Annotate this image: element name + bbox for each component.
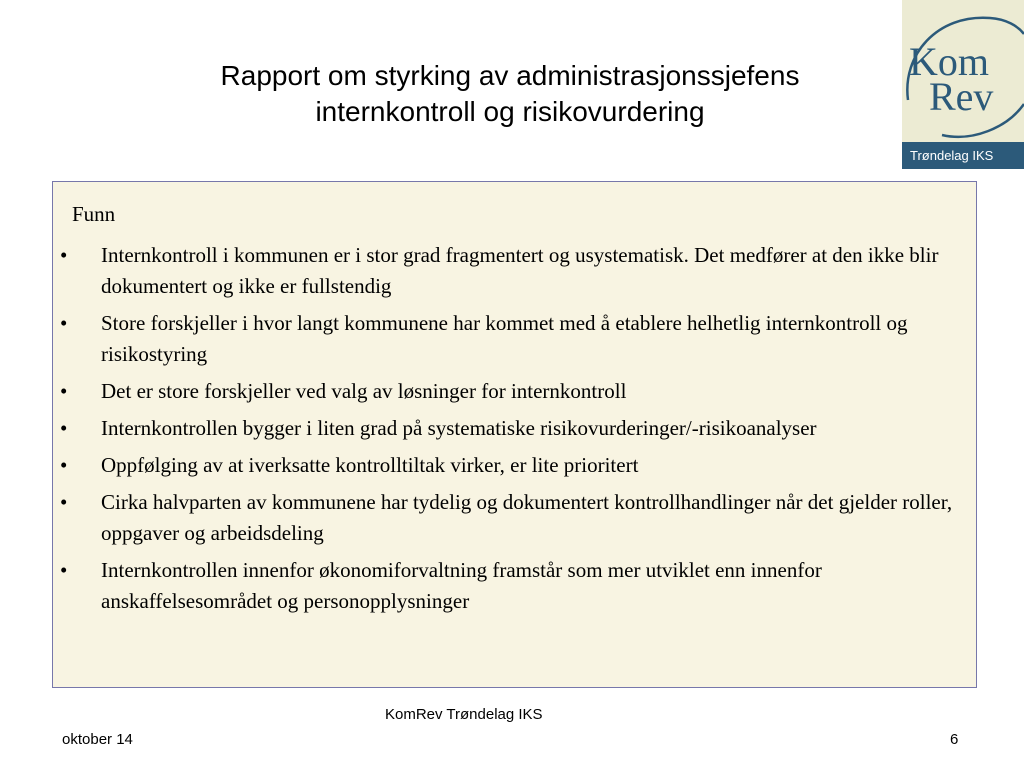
list-item <box>53 450 973 481</box>
list-item-text: Internkontroll i kommunen er i stor grad fragmentert og usystematisk. Det medfører at den ikke blir dokumentert og ikke er fullstendig <box>101 243 939 298</box>
footer-organization: KomRev Trøndelag IKS <box>385 706 543 723</box>
logo-subtitle: Trøndelag IKS <box>910 148 994 163</box>
list-item <box>53 487 973 549</box>
findings-list <box>53 240 973 623</box>
list-item-text: Cirka halvparten av kommunene har tydelig og dokumentert kontrollhandlinger når det gjelder roller, oppgaver og arbeidsdeling <box>101 490 953 545</box>
bullet-icon: • <box>60 416 68 440</box>
komrev-logo <box>902 0 1024 169</box>
footer-date: oktober 14 <box>62 731 133 748</box>
list-item <box>53 376 973 407</box>
list-item-text: Det er store forskjeller ved valg av løsninger for internkontroll <box>101 379 627 403</box>
list-item <box>53 555 973 617</box>
list-item-text: Internkontrollen innenfor økonomiforvaltning framstår som mer utviklet enn innenfor anskaffelsesområdet og personopplysninger <box>101 558 822 613</box>
list-item-text: Oppfølging av at iverksatte kontrolltiltak virker, er lite prioritert <box>101 453 639 477</box>
slide-title <box>110 58 910 130</box>
slide-title-line-2: internkontroll og risikovurdering <box>315 96 705 127</box>
bullet-icon: • <box>60 311 68 335</box>
bullet-icon: • <box>60 243 68 267</box>
list-item <box>53 308 973 370</box>
slide-number: 6 <box>950 731 959 748</box>
logo-text-rev: Rev <box>929 74 994 119</box>
slide-title-line-1: Rapport om styrking av administrasjonssjefens <box>220 60 800 91</box>
list-item <box>53 413 973 444</box>
list-item-text: Store forskjeller i hvor langt kommunene har kommet med å etablere helhetlig internkontroll og risikostyring <box>101 311 908 366</box>
bullet-icon: • <box>60 379 68 403</box>
list-item <box>53 240 973 302</box>
bullet-icon: • <box>60 453 68 477</box>
list-item-text: Internkontrollen bygger i liten grad på systematiske risikovurderinger/-risikoanalyser <box>101 416 817 440</box>
logo-text-kom: Kom <box>909 39 989 84</box>
findings-box <box>52 181 977 688</box>
bullet-icon: • <box>60 558 68 582</box>
bullet-icon: • <box>60 490 68 514</box>
findings-heading: Funn <box>72 202 116 226</box>
